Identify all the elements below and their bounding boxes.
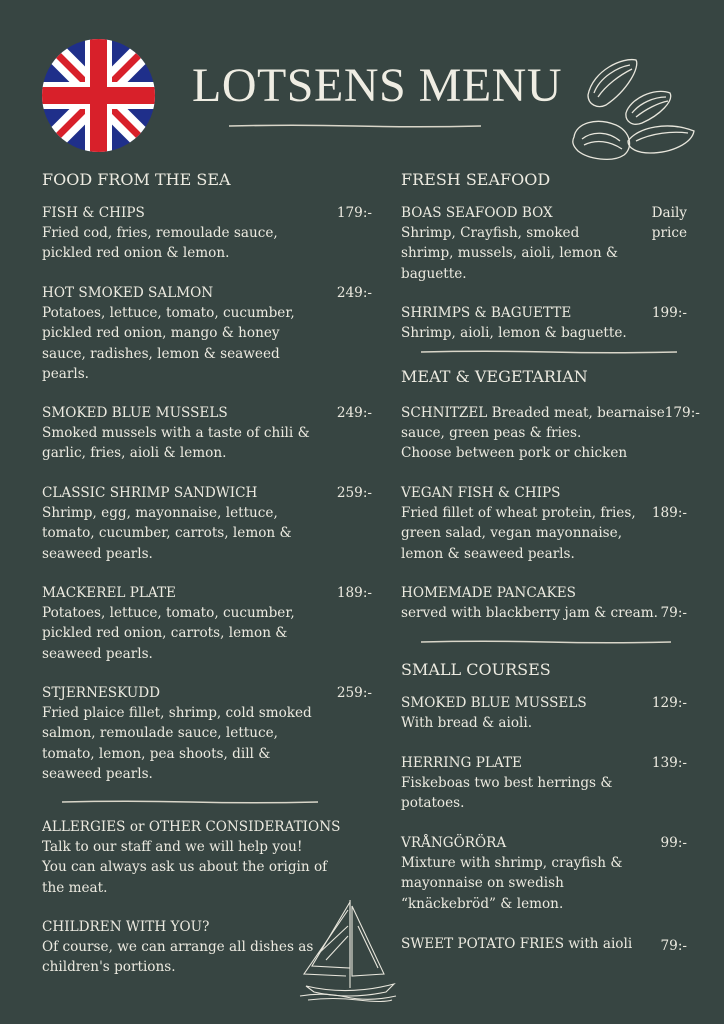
item-price: 129:-: [651, 695, 687, 711]
menu-item: [401, 934, 687, 956]
menu-item: [401, 303, 687, 343]
item-name: VEGAN FISH & CHIPS: [401, 485, 561, 501]
menu-item: [401, 483, 687, 564]
children-note: [42, 917, 313, 978]
divider: [421, 350, 677, 354]
item-description: Potatoes, lettuce, tomato, cucumber,: [42, 305, 295, 322]
item-price: Daily: [651, 205, 687, 221]
item-name: BOAS SEAFOOD BOX: [401, 205, 553, 221]
menu-item: [42, 683, 372, 784]
item-name: MACKEREL PLATE: [42, 585, 176, 601]
item-name: STJERNESKUDD: [42, 685, 161, 701]
item-name: HOMEMADE PANCAKES: [401, 585, 576, 601]
item-name: SMOKED BLUE MUSSELS: [42, 405, 228, 421]
item-description: pearls.: [42, 365, 89, 382]
item-description: Smoked mussels with a taste of chili &: [42, 425, 310, 442]
item-price: 199:-: [651, 305, 687, 321]
item-price: 179:-: [664, 405, 700, 421]
item-description: seaweed pearls.: [42, 645, 153, 662]
divider: [62, 800, 318, 804]
item-description: pickled red onion, mango & honey: [42, 325, 280, 342]
item-name: HERRING PLATE: [401, 755, 522, 771]
item-description: With bread & aioli.: [401, 715, 533, 732]
item-name: CLASSIC SHRIMP SANDWICH: [42, 485, 258, 501]
item-price: 249:-: [336, 285, 372, 301]
item-description: “knäckebröd” & lemon.: [401, 895, 564, 912]
item-name: VRÅNGÖRÖRA: [401, 835, 507, 851]
item-price: 189:-: [651, 505, 687, 522]
item-description: Fiskeboas two best herrings &: [401, 775, 613, 792]
item-description: potatoes.: [401, 795, 465, 812]
title-divider: [229, 124, 481, 128]
item-description: baguette.: [401, 265, 467, 282]
item-description: Shrimp, Crayfish, smoked: [401, 225, 580, 242]
item-description: sauce, radishes, lemon & seaweed: [42, 345, 280, 362]
item-price: 99:-: [660, 835, 687, 851]
item-price: 79:-: [660, 938, 687, 954]
item-description: Fried fillet of wheat protein, fries,: [401, 505, 636, 522]
menu-item: [401, 403, 700, 464]
item-description: garlic, fries, aioli & lemon.: [42, 445, 227, 462]
item-price: 259:-: [336, 485, 372, 501]
item-price-line-2: price: [651, 225, 687, 242]
uk-flag-icon: [42, 39, 155, 152]
section-title-fresh-seafood: FRESH SEAFOOD: [401, 170, 551, 189]
item-description: green salad, vegan mayonnaise,: [401, 525, 623, 542]
item-description: served with blackberry jam & cream.: [401, 605, 658, 622]
item-description: salmon, remoulade sauce, lettuce,: [42, 725, 278, 742]
item-description: tomato, lemon, pea shoots, dill &: [42, 745, 271, 762]
item-description: pickled red onion & lemon.: [42, 245, 230, 262]
item-description: mayonnaise on swedish: [401, 875, 564, 892]
section-title-small-courses: SMALL COURSES: [401, 660, 551, 679]
item-description: sauce, green peas & fries.: [401, 425, 582, 442]
menu-item: [401, 693, 687, 733]
item-name: SHRIMPS & BAGUETTE: [401, 305, 572, 321]
item-price: 249:-: [336, 405, 372, 421]
divider: [421, 640, 671, 644]
item-description: Fried cod, fries, remoulade sauce,: [42, 225, 278, 242]
item-name: FISH & CHIPS: [42, 205, 145, 221]
item-description: Shrimp, aioli, lemon & baguette.: [401, 325, 627, 342]
menu-item: [42, 403, 372, 464]
item-description: pickled red onion, carrots, lemon &: [42, 625, 288, 642]
item-description: lemon & seaweed pearls.: [401, 545, 575, 562]
item-name: SMOKED BLUE MUSSELS: [401, 695, 587, 711]
item-name: SCHNITZEL Breaded meat, bearnaise: [401, 405, 665, 421]
note-line: You can always ask us about the origin of: [42, 859, 328, 876]
menu-item: [401, 203, 687, 284]
note-line: the meat.: [42, 879, 108, 896]
menu-item: [401, 583, 687, 623]
item-price: 139:-: [651, 755, 687, 771]
item-description: seaweed pearls.: [42, 545, 153, 562]
item-description: seaweed pearls.: [42, 765, 153, 782]
item-price: 179:-: [336, 205, 372, 221]
note-line: children's portions.: [42, 959, 176, 976]
menu-item: [42, 203, 372, 264]
item-price: 79:-: [660, 605, 687, 622]
note-line: Talk to our staff and we will help you!: [42, 839, 303, 856]
item-name: HOT SMOKED SALMON: [42, 285, 214, 301]
item-price: 259:-: [336, 685, 372, 701]
item-description: Choose between pork or chicken: [401, 445, 628, 462]
item-description: Potatoes, lettuce, tomato, cucumber,: [42, 605, 295, 622]
menu-item: [401, 753, 687, 814]
section-title-food-from-the-sea: FOOD FROM THE SEA: [42, 170, 231, 189]
item-description: Shrimp, egg, mayonnaise, lettuce,: [42, 505, 278, 522]
page-title: LOTSENS MENU: [192, 59, 563, 112]
note-line: Of course, we can arrange all dishes as: [42, 939, 314, 956]
note-heading: ALLERGIES or OTHER CONSIDERATIONS: [42, 819, 341, 835]
item-price: 189:-: [336, 585, 372, 601]
item-description: tomato, cucumber, carrots, lemon &: [42, 525, 292, 542]
item-description: Fried plaice fillet, shrimp, cold smoked: [42, 705, 312, 722]
menu-item: [42, 583, 372, 664]
section-title-meat-vegetarian: MEAT & VEGETARIAN: [401, 367, 588, 386]
item-name: SWEET POTATO FRIES with aioli: [401, 936, 633, 952]
allergies-note: [42, 817, 340, 898]
sailboat-icon: [298, 896, 398, 1004]
note-heading: CHILDREN WITH YOU?: [42, 919, 210, 935]
item-description: shrimp, mussels, aioli, lemon &: [401, 245, 619, 262]
menu-item: [401, 833, 687, 914]
menu-item: [42, 283, 372, 384]
menu-item: [42, 483, 372, 564]
item-description: Mixture with shrimp, crayfish &: [401, 855, 623, 872]
mussels-icon: [568, 55, 700, 173]
